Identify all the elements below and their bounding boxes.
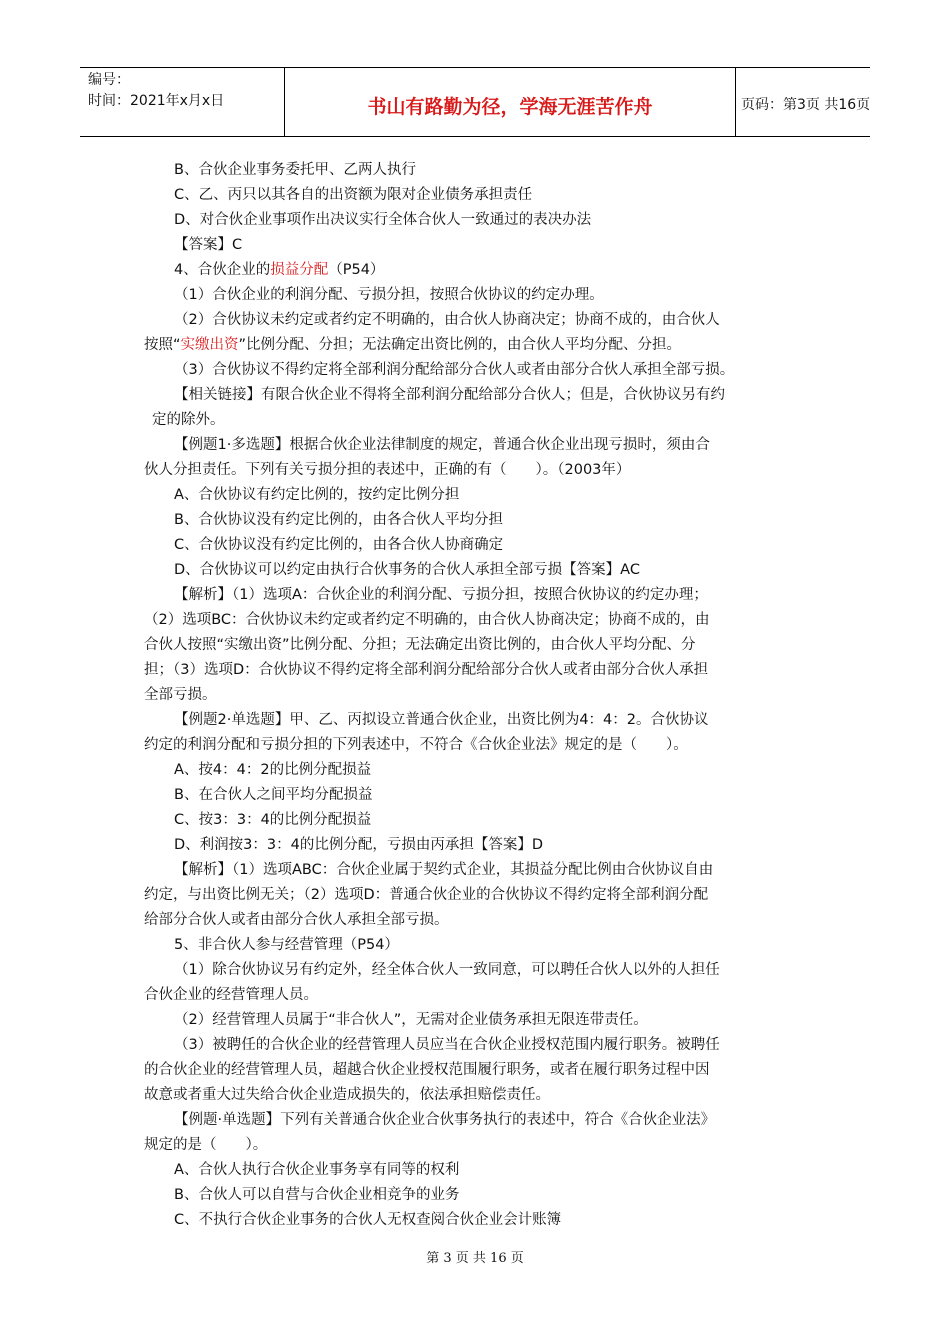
text-line: B、在合伙人之间平均分配损益 [174, 787, 373, 803]
text-line: C、不执行合伙企业事务的合伙人无权查阅合伙企业会计账簿 [174, 1212, 562, 1228]
text-line: B、合伙企业事务委托甲、乙两人执行 [174, 162, 416, 178]
text-line: D、合伙协议可以约定由执行合伙事务的合伙人承担全部亏损【答案】AC [174, 562, 640, 578]
text-line: 约定，与出资比例无关；（2）选项D：普通合伙企业的合伙协议不得约定将全部利润分配 [144, 887, 709, 903]
text-line: 【解析】（1）选项ABC：合伙企业属于契约式企业，其损益分配比例由合伙协议自由 [174, 862, 714, 878]
text-line: 【相关链接】有限合伙企业不得将全部利润分配给部分合伙人；但是，合伙协议另有约 [174, 387, 725, 403]
text-line: 故意或者重大过失给合伙企业造成损失的，依法承担赔偿责任。 [144, 1087, 550, 1103]
text-line: A、按4：4：2的比例分配损益 [174, 762, 372, 778]
text-line: D、对合伙企业事项作出决议实行全体合伙人一致通过的表决办法 [174, 212, 592, 228]
text-line: （3）被聘任的合伙企业的经营管理人员应当在合伙企业授权范围内履行职务。被聘任 [174, 1037, 720, 1053]
text-line: 给部分合伙人或者由部分合伙人承担全部亏损。 [144, 912, 449, 928]
header-page-cell [735, 68, 870, 136]
text-line: 合伙人按照“实缴出资”比例分配、分担；无法确定出资比例的，由合伙人平均分配、分 [144, 637, 696, 653]
page-footer: 第 3 页 共 16 页 [426, 1251, 524, 1266]
text-segment: （P54） [328, 262, 385, 278]
header-left-cell [80, 68, 284, 136]
text-line: 担；（3）选项D：合伙协议不得约定将全部利润分配给部分合伙人或者由部分合伙人承担 [144, 662, 709, 678]
text-line: C、合伙协议没有约定比例的，由各合伙人协商确定 [174, 537, 504, 553]
text-line: A、合伙协议有约定比例的，按约定比例分担 [174, 487, 460, 503]
text-segment: ”比例分配、分担；无法确定出资比例的，由合伙人平均分配、分担。 [238, 337, 682, 353]
text-line: 约定的利润分配和亏损分担的下列表述中，不符合《合伙企业法》规定的是（ ）。 [144, 737, 688, 753]
document-number-label: 编号： [88, 72, 130, 88]
header-page-number: 页码：第3页 共16页 [741, 97, 871, 113]
text-line: （1）除合伙协议另有约定外，经全体合伙人一致同意，可以聘任合伙人以外的人担任 [174, 962, 720, 978]
highlighted-term: 损益分配 [270, 262, 329, 278]
document-body [144, 158, 812, 1233]
text-line: （2）经营管理人员属于“非合伙人”，无需对企业债务承担无限连带责任。 [174, 1012, 648, 1028]
text-line: （3）合伙协议不得约定将全部利润分配给部分合伙人或者由部分合伙人承担全部亏损。 [174, 362, 735, 378]
text-line [144, 258, 812, 283]
text-line: 合伙企业的经营管理人员。 [144, 987, 318, 1003]
text-line: （2）选项BC：合伙协议未约定或者约定不明确的，由合伙人协商决定；协商不成的，由 [144, 612, 710, 628]
text-line: C、按3：3：4的比例分配损益 [174, 812, 372, 828]
text-line: 全部亏损。 [144, 687, 217, 703]
text-line: 定的除外。 [152, 412, 225, 428]
text-line: B、合伙人可以自营与合伙企业相竞争的业务 [174, 1187, 460, 1203]
text-line: C、乙、丙只以其各自的出资额为限对企业债务承担责任 [174, 187, 533, 203]
text-line: 【解析】（1）选项A：合伙企业的利润分配、亏损分担，按照合伙协议的约定办理； [174, 587, 708, 603]
text-line: A、合伙人执行合伙企业事务享有同等的权利 [174, 1162, 460, 1178]
header-motto-cell [284, 68, 736, 136]
text-line: 规定的是（ ）。 [144, 1137, 268, 1153]
highlighted-term: 实缴出资 [180, 337, 239, 353]
text-line: 5、非合伙人参与经营管理（P54） [174, 937, 399, 953]
text-line: 【例题2·单选题】甲、乙、丙拟设立普通合伙企业，出资比例为4：4：2。合伙协议 [174, 712, 709, 728]
text-line: 【例题·单选题】下列有关普通合伙企业合伙事务执行的表述中，符合《合伙企业法》 [174, 1112, 716, 1128]
text-segment: 按照“ [144, 337, 181, 353]
page-header [80, 67, 870, 137]
text-line: （1）合伙企业的利润分配、亏损分担，按照合伙协议的约定办理。 [174, 287, 604, 303]
text-line: 【答案】C [174, 237, 243, 253]
text-line: D、利润按3：3：4的比例分配，亏损由丙承担【答案】D [174, 837, 544, 853]
text-line: 【例题1·多选题】根据合伙企业法律制度的规定，普通合伙企业出现亏损时，须由合 [174, 437, 710, 453]
text-line: （2）合伙协议未约定或者约定不明确的，由合伙人协商决定；协商不成的，由合伙人 [174, 312, 720, 328]
text-line: 伙人分担责任。下列有关亏损分担的表述中，正确的有（ ）。（2003年） [144, 462, 631, 478]
text-line [144, 333, 812, 358]
text-line: 的合伙企业的经营管理人员，超越合伙企业授权范围履行职务，或者在履行职务过程中因 [144, 1062, 710, 1078]
document-date-label: 时间：2021年x月x日 [88, 93, 225, 109]
text-segment: 4、合伙企业的 [174, 262, 271, 278]
text-line: B、合伙协议没有约定比例的，由各合伙人平均分担 [174, 512, 503, 528]
header-motto: 书山有路勤为径，学海无涯苦作舟 [367, 96, 653, 118]
